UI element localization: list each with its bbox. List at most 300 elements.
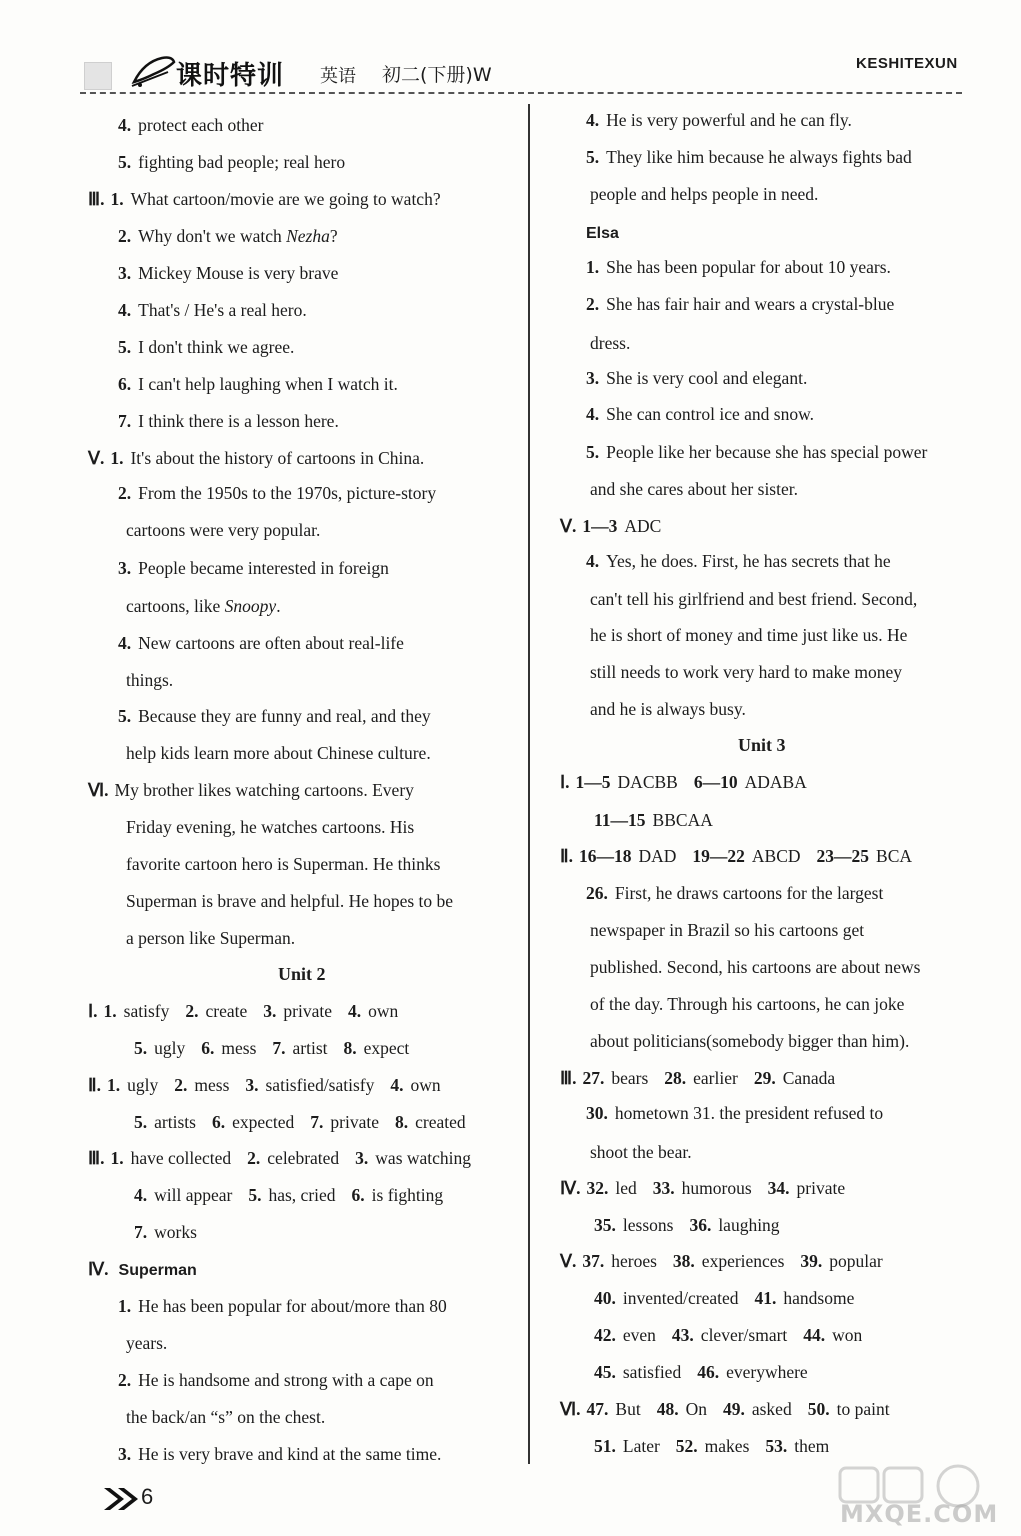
answer-text: That's / He's a real hero. <box>138 300 307 320</box>
answer-value: ABCD <box>751 846 801 866</box>
answer-group <box>754 1066 835 1090</box>
answer-group <box>817 844 912 868</box>
answer-line <box>118 1442 441 1466</box>
answer-group <box>657 1397 707 1421</box>
page-number: 6 <box>141 1484 154 1509</box>
answer-line <box>134 1220 197 1244</box>
answer-group <box>344 1036 410 1060</box>
answer-line <box>118 1368 434 1392</box>
answer-line <box>126 668 173 692</box>
answer-group <box>672 1323 787 1347</box>
answer-value: artists <box>154 1112 196 1132</box>
answer-line <box>560 514 661 538</box>
answer-value: lessons <box>622 1215 674 1235</box>
question-number: 41. <box>754 1288 777 1308</box>
answer-group <box>594 1360 681 1384</box>
question-number: 1. <box>110 448 124 468</box>
answer-line <box>118 298 307 322</box>
italic-title: Snoopy <box>224 596 277 616</box>
answer-group <box>697 1360 808 1384</box>
question-number: 2. <box>118 226 132 246</box>
answer-line <box>586 440 927 464</box>
section-roman-numeral: Ⅳ. <box>560 1178 581 1198</box>
answer-line <box>126 815 414 839</box>
question-number: 32. <box>586 1178 609 1198</box>
answer-group <box>263 999 332 1023</box>
answer-value: won <box>832 1325 863 1345</box>
answer-line <box>134 1036 409 1060</box>
column-divider <box>528 104 530 1464</box>
question-number: 2. <box>118 483 132 503</box>
answer-text: and she cares about her sister. <box>590 479 798 499</box>
answer-value: works <box>154 1222 197 1242</box>
answer-line <box>586 549 891 573</box>
question-number: 7. <box>310 1112 324 1132</box>
subsection-heading: Superman <box>118 1262 197 1279</box>
header-divider <box>80 92 962 94</box>
question-number: 3. <box>263 1001 277 1021</box>
question-number: 50. <box>807 1399 830 1419</box>
answer-value: laughing <box>718 1215 780 1235</box>
answer-text: hometown 31. the president refused to <box>614 1103 884 1123</box>
answer-line <box>738 733 786 757</box>
answer-group <box>808 1397 890 1421</box>
question-number: 7. <box>134 1222 148 1242</box>
answer-line <box>88 778 414 802</box>
answer-text: Friday evening, he watches cartoons. His <box>126 817 415 837</box>
answer-line <box>88 1146 471 1170</box>
section-roman-numeral: Ⅵ. <box>88 780 109 800</box>
answer-group <box>134 1036 185 1060</box>
section-roman-numeral: Ⅲ. <box>560 1068 577 1088</box>
question-number: 5. <box>248 1185 262 1205</box>
answer-text: dress. <box>590 333 631 353</box>
answer-text: Superman is brave and helpful. He hopes to be <box>126 891 454 911</box>
answer-value: will appear <box>154 1185 233 1205</box>
answer-text: It's about the history of cartoons in China. <box>130 448 425 468</box>
answer-value: makes <box>704 1436 750 1456</box>
answer-text: I can't help laughing when I watch it. <box>138 374 398 394</box>
answer-line <box>560 1249 883 1273</box>
answer-group <box>582 514 661 538</box>
question-number: 3. <box>118 263 132 283</box>
answer-text: newspaper in Brazil so his cartoons get <box>590 920 865 940</box>
answer-line <box>88 999 398 1023</box>
answer-group <box>107 1073 158 1097</box>
answer-line <box>560 1397 890 1421</box>
answer-value: satisfied <box>622 1362 682 1382</box>
answer-value: artist <box>292 1038 328 1058</box>
question-number: 4. <box>390 1075 404 1095</box>
answer-line <box>590 331 630 355</box>
answer-group <box>587 1176 637 1200</box>
watermark-text: MXQE.COM <box>840 1500 999 1528</box>
answer-line <box>118 409 339 433</box>
answer-line <box>126 926 295 950</box>
answer-value: But <box>615 1399 641 1419</box>
question-number: 3. <box>245 1075 259 1095</box>
answer-group <box>676 1434 750 1458</box>
answer-text: of the day. Through his cartoons, he can joke <box>590 994 905 1014</box>
page-header <box>0 0 1021 100</box>
answer-value: experiences <box>701 1251 785 1271</box>
answer-line <box>560 1066 835 1090</box>
answer-group <box>247 1146 339 1170</box>
answer-text: Yes, he does. First, he has secrets that he <box>606 551 891 571</box>
answer-line <box>586 366 807 390</box>
answer-group <box>352 1183 444 1207</box>
answer-group <box>800 1249 882 1273</box>
answer-group <box>104 999 170 1023</box>
answer-value: popular <box>829 1251 883 1271</box>
answer-line <box>118 261 338 285</box>
answer-value: ADABA <box>744 772 807 792</box>
answer-text: published. Second, his cartoons are about news <box>590 957 921 977</box>
answer-group <box>174 1073 229 1097</box>
question-number: 6. <box>118 374 132 394</box>
answer-text: I don't think we agree. <box>138 337 295 357</box>
answer-value: ADC <box>624 516 662 536</box>
question-number: 33. <box>652 1178 675 1198</box>
section-roman-numeral: Ⅴ. <box>88 448 105 468</box>
series-title: 课时特训 <box>176 61 285 91</box>
answer-group <box>348 999 398 1023</box>
answer-group <box>185 999 247 1023</box>
answer-line <box>118 224 338 248</box>
section-roman-numeral: Ⅳ. <box>88 1259 109 1279</box>
question-number: 2. <box>185 1001 199 1021</box>
answer-text: He is handsome and strong with a cape on <box>138 1370 434 1390</box>
answer-line <box>88 446 424 470</box>
question-number: 2. <box>174 1075 188 1095</box>
answer-text: and he is always busy. <box>590 699 746 719</box>
question-number: 8. <box>343 1038 357 1058</box>
question-number: 4. <box>586 110 600 130</box>
question-number: 5. <box>586 147 600 167</box>
unit-heading: Unit 2 <box>278 964 326 984</box>
answer-line <box>594 1323 862 1347</box>
answer-line <box>590 623 907 647</box>
answer-line <box>126 1331 167 1355</box>
answer-value: have collected <box>130 1148 232 1168</box>
section-roman-numeral: Ⅴ. <box>560 1251 577 1271</box>
question-number: 52. <box>675 1436 698 1456</box>
answer-value: Canada <box>782 1068 836 1088</box>
answer-group <box>576 770 678 794</box>
answer-line <box>118 113 263 137</box>
answer-text: people and helps people in need. <box>590 184 819 204</box>
answer-line <box>88 1073 441 1097</box>
answer-text: a person like Superman. <box>126 928 296 948</box>
section-roman-numeral: Ⅰ. <box>88 1001 98 1021</box>
answer-text: Mickey Mouse is very brave <box>138 263 339 283</box>
answer-value: DAD <box>638 846 677 866</box>
answer-value: private <box>283 1001 332 1021</box>
answer-text: He is very powerful and he can fly. <box>606 110 852 130</box>
answer-group <box>395 1110 466 1134</box>
pen-logo-icon <box>128 52 180 90</box>
answer-line <box>586 292 894 316</box>
question-number: 43. <box>671 1325 694 1345</box>
italic-title: Nezha <box>286 226 330 246</box>
question-number: 3. <box>355 1148 369 1168</box>
question-number: 3. <box>118 558 132 578</box>
answer-value: created <box>415 1112 466 1132</box>
answer-value: them <box>794 1436 830 1456</box>
section-roman-numeral: Ⅲ. <box>88 189 105 209</box>
answer-text: My brother likes watching cartoons. Every <box>114 780 414 800</box>
answer-text: People became interested in foreign <box>138 558 389 578</box>
answer-text: cartoons, like <box>126 596 225 616</box>
answer-line <box>134 1110 466 1134</box>
answer-value: to paint <box>836 1399 890 1419</box>
unit-heading: Unit 3 <box>738 735 786 755</box>
answer-value: private <box>330 1112 379 1132</box>
question-number: 5. <box>586 442 600 462</box>
answer-text-suffix: . <box>276 596 281 616</box>
question-number: 45. <box>594 1362 616 1382</box>
answer-value: own <box>368 1001 399 1021</box>
answer-value: led <box>615 1178 637 1198</box>
question-number: 6—10 <box>693 772 738 792</box>
answer-text: favorite cartoon hero is Superman. He thinks <box>126 854 441 874</box>
answer-text: he is short of money and time just like us. He <box>590 625 908 645</box>
answer-value: is fighting <box>371 1185 444 1205</box>
question-number: 48. <box>656 1399 679 1419</box>
question-number: 4. <box>118 115 132 135</box>
question-number: 37. <box>582 1251 605 1271</box>
answer-group <box>653 1176 752 1200</box>
answer-line <box>118 481 436 505</box>
answer-text: can't tell his girlfriend and best friend. Second, <box>590 589 918 609</box>
question-number: 5. <box>134 1112 148 1132</box>
answer-line <box>594 1213 780 1237</box>
answer-group <box>587 1397 641 1421</box>
answer-line <box>126 1405 325 1429</box>
question-number: 27. <box>582 1068 605 1088</box>
answer-line <box>118 150 345 174</box>
answer-text: years. <box>126 1333 168 1353</box>
answer-group <box>134 1183 232 1207</box>
section-roman-numeral: Ⅵ. <box>560 1399 581 1419</box>
question-number: 6. <box>351 1185 365 1205</box>
answer-value: invented/created <box>622 1288 739 1308</box>
answer-line <box>594 1286 854 1310</box>
answer-text: She has fair hair and wears a crystal-blue <box>606 294 895 314</box>
question-number: 1. <box>586 257 600 277</box>
answer-group <box>201 1036 256 1060</box>
subsection-heading: Elsa <box>586 225 619 242</box>
answer-line <box>118 556 389 580</box>
answer-text: He is very brave and kind at the same time. <box>138 1444 442 1464</box>
answer-value: mess <box>194 1075 230 1095</box>
answer-value: asked <box>751 1399 792 1419</box>
answer-value: handsome <box>783 1288 855 1308</box>
answer-group <box>594 1213 673 1237</box>
answer-line <box>590 918 864 942</box>
question-number: 6. <box>201 1038 215 1058</box>
answer-group <box>272 1036 327 1060</box>
answer-text: still needs to work very hard to make money <box>590 662 903 682</box>
question-number: 1. <box>107 1075 121 1095</box>
answer-group <box>390 1073 440 1097</box>
answer-text: First, he draws cartoons for the largest <box>614 883 884 903</box>
question-number: 7. <box>118 411 132 431</box>
answer-value: mess <box>221 1038 257 1058</box>
answer-line <box>134 1183 443 1207</box>
answer-line <box>586 1101 883 1125</box>
answer-group <box>594 1286 739 1310</box>
answer-group <box>355 1146 471 1170</box>
question-number: 36. <box>689 1215 712 1235</box>
question-number: 2. <box>247 1148 261 1168</box>
section-roman-numeral: Ⅰ. <box>560 772 570 792</box>
question-number: 51. <box>594 1436 616 1456</box>
answer-value: heroes <box>611 1251 657 1271</box>
question-number: 38. <box>672 1251 695 1271</box>
answer-group <box>245 1073 374 1097</box>
answer-group <box>579 844 676 868</box>
answer-group <box>723 1397 792 1421</box>
answer-text: Why don't we watch <box>138 226 287 246</box>
answer-text: She has been popular for about 10 years. <box>606 257 891 277</box>
answer-text: What cartoon/movie are we going to watch? <box>130 189 441 209</box>
answer-line <box>126 594 281 618</box>
answer-line <box>594 1434 829 1458</box>
answer-text: things. <box>126 670 174 690</box>
answer-value: On <box>685 1399 707 1419</box>
question-number: 8. <box>394 1112 409 1132</box>
answer-value: private <box>796 1178 846 1198</box>
answer-group <box>765 1434 829 1458</box>
answer-text: cartoons were very popular. <box>126 520 321 540</box>
answer-value: satisfied/satisfy <box>265 1075 375 1095</box>
question-number: 4. <box>347 1001 362 1021</box>
question-number: 2. <box>586 294 600 314</box>
answer-group <box>803 1323 862 1347</box>
answer-line <box>590 955 920 979</box>
answer-line <box>586 220 619 246</box>
question-number: 23—25 <box>816 846 870 866</box>
question-number: 4. <box>134 1185 148 1205</box>
question-number: 3. <box>586 368 600 388</box>
answer-line <box>586 108 852 132</box>
answer-value: expected <box>232 1112 295 1132</box>
section-roman-numeral: Ⅲ. <box>88 1148 105 1168</box>
answer-text: Because they are funny and real, and they <box>138 706 431 726</box>
answer-line <box>118 631 404 655</box>
answer-line <box>118 372 398 396</box>
answer-line <box>560 1176 845 1200</box>
answer-line <box>590 697 746 721</box>
question-number: 6. <box>211 1112 226 1132</box>
question-number: 1. <box>110 1148 124 1168</box>
answer-value: BCA <box>876 846 913 866</box>
answer-group <box>134 1220 197 1244</box>
answer-line <box>586 881 883 905</box>
answer-line <box>590 587 917 611</box>
answer-group <box>134 1110 196 1134</box>
question-number: 46. <box>697 1362 720 1382</box>
answer-line <box>126 741 431 765</box>
answer-value: earlier <box>693 1068 738 1088</box>
answer-text: I think there is a lesson here. <box>138 411 339 431</box>
answer-group <box>692 844 800 868</box>
question-number: 4. <box>586 404 600 424</box>
answer-value: BBCAA <box>652 810 713 830</box>
answer-line <box>590 1029 909 1053</box>
grade-label: 初二(下册)W <box>382 64 492 86</box>
answer-line <box>278 962 326 986</box>
answer-text-suffix: ? <box>329 226 338 246</box>
answer-text: New cartoons are often about real-life <box>138 633 404 653</box>
answer-text: She can control ice and snow. <box>606 404 814 424</box>
answer-value: Later <box>622 1436 660 1456</box>
answer-group <box>110 1146 231 1170</box>
answer-value: bears <box>611 1068 649 1088</box>
brand-label: KESHITEXUN <box>856 55 958 72</box>
answer-value: humorous <box>681 1178 752 1198</box>
question-number: 5. <box>134 1038 148 1058</box>
question-number: 4. <box>118 633 132 653</box>
answer-line <box>118 704 431 728</box>
answer-text: fighting bad people; real hero <box>138 152 346 172</box>
answer-group <box>664 1066 738 1090</box>
answer-line <box>586 402 814 426</box>
answer-text: They like him because he always fights bad <box>606 147 912 167</box>
question-number: 35. <box>594 1215 616 1235</box>
answer-line <box>126 889 453 913</box>
answer-line <box>118 1294 447 1318</box>
section-roman-numeral: Ⅴ. <box>560 516 577 536</box>
answer-group <box>582 1066 648 1090</box>
question-number: 1. <box>103 1001 117 1021</box>
answer-line <box>126 518 320 542</box>
answer-line <box>590 477 798 501</box>
question-number: 30. <box>586 1103 608 1123</box>
answer-line <box>560 844 912 868</box>
answer-line <box>88 187 441 211</box>
answer-value: has, cried <box>268 1185 336 1205</box>
answer-value: ugly <box>154 1038 186 1058</box>
question-number: 1—3 <box>582 516 618 536</box>
question-number: 5. <box>118 337 132 357</box>
question-number: 47. <box>586 1399 609 1419</box>
question-number: 44. <box>803 1325 826 1345</box>
answer-group <box>673 1249 784 1273</box>
question-number: 4. <box>586 551 600 571</box>
question-number: 49. <box>722 1399 745 1419</box>
answer-text: People like her because she has special power <box>606 442 928 462</box>
question-number: 53. <box>765 1436 788 1456</box>
answer-line <box>594 1360 808 1384</box>
answer-value: clever/smart <box>700 1325 788 1345</box>
answer-text: protect each other <box>138 115 264 135</box>
question-number: 19—22 <box>692 846 745 866</box>
answer-group <box>582 1249 657 1273</box>
answer-value: everywhere <box>726 1362 808 1382</box>
question-number: 7. <box>272 1038 286 1058</box>
question-number: 5. <box>118 152 132 172</box>
answer-group <box>755 1286 855 1310</box>
question-number: 29. <box>753 1068 776 1088</box>
answer-text: He has been popular for about/more than 80 <box>138 1296 447 1316</box>
question-number: 34. <box>767 1178 790 1198</box>
subject-label: 英语 <box>320 66 356 87</box>
question-number: 16—18 <box>579 846 632 866</box>
answer-group <box>594 1323 656 1347</box>
answer-value: celebrated <box>267 1148 340 1168</box>
